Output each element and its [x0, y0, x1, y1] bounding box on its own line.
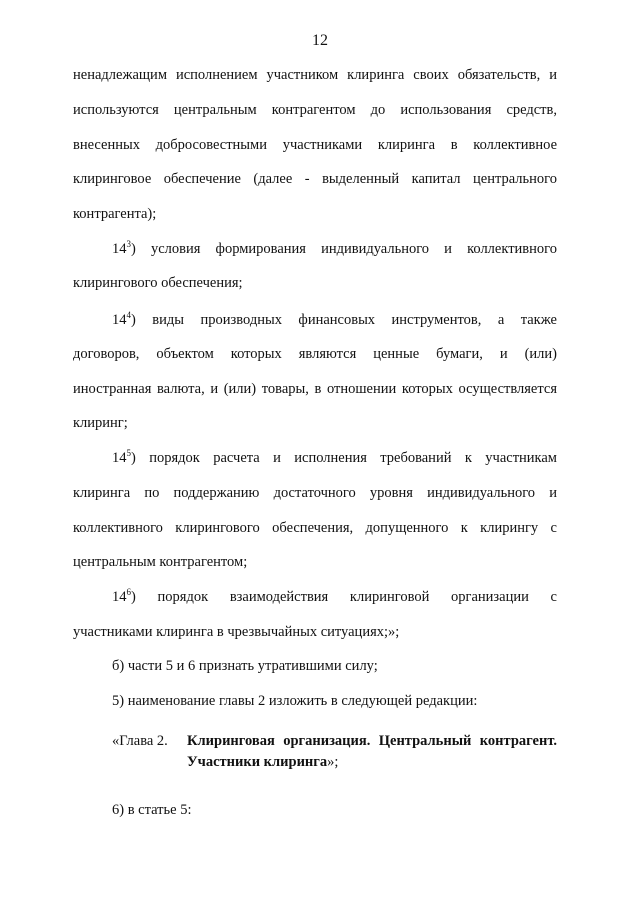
item-text: ) условия формирования индивидуального и коллективного	[131, 241, 557, 257]
text-line: коллективного клирингового обеспечения, допущенного к клирингу с	[73, 520, 557, 536]
item-text: ) порядок взаимодействия клиринговой организации с	[131, 589, 557, 605]
page-number: 12	[312, 32, 328, 49]
item-number: 14	[112, 312, 127, 328]
chapter-closing: »;	[327, 754, 339, 770]
chapter-title-line2	[187, 753, 338, 771]
item-number: 14	[112, 241, 127, 257]
paragraph-6: 6) в статье 5:	[112, 802, 192, 818]
item-superscript: 4	[126, 310, 131, 320]
item-14-4-line	[112, 311, 557, 329]
text-line: клирингового обеспечения;	[73, 275, 243, 291]
chapter-prefix: «Глава 2.	[112, 733, 168, 749]
item-superscript: 6	[126, 587, 131, 597]
chapter-title-bold: Участники клиринга	[187, 754, 328, 770]
text-line: иностранная валюта, и (или) товары, в отношении которых осуществляется	[73, 381, 557, 397]
text-line: клиринга по поддержанию достаточного уровня индивидуального и	[73, 485, 557, 501]
text-line: используются центральным контрагентом до использования средств,	[73, 102, 557, 118]
paragraph-5: 5) наименование главы 2 изложить в следующей редакции:	[112, 693, 478, 709]
text-line: клиринговое обеспечение (далее - выделенный капитал центрального	[73, 171, 557, 187]
item-number: 14	[112, 450, 127, 466]
text-line: центральным контрагентом;	[73, 554, 248, 570]
text-line: ненадлежащим исполнением участником клиринга своих обязательств, и	[73, 67, 557, 83]
item-superscript: 5	[126, 448, 131, 458]
chapter-title-line1: Клиринговая организация. Центральный контрагент.	[187, 733, 557, 749]
text-line: договоров, объектом которых являются ценные бумаги, и (или)	[73, 346, 557, 362]
text-line: внесенных добросовестными участниками клиринга в коллективное	[73, 137, 557, 153]
paragraph-b: б) части 5 и 6 признать утратившими силу;	[112, 658, 378, 674]
item-superscript: 3	[126, 239, 131, 249]
item-14-6-line	[112, 588, 557, 606]
item-14-5-line	[112, 449, 557, 467]
item-14-3-line	[112, 240, 557, 258]
text-line: участниками клиринга в чрезвычайных ситуациях;»;	[73, 624, 400, 640]
item-text: ) порядок расчета и исполнения требований к участникам	[131, 450, 557, 466]
item-text: ) виды производных финансовых инструментов, а также	[131, 312, 557, 328]
text-line: клиринг;	[73, 415, 128, 431]
item-number: 14	[112, 589, 127, 605]
text-line: контрагента);	[73, 206, 157, 222]
